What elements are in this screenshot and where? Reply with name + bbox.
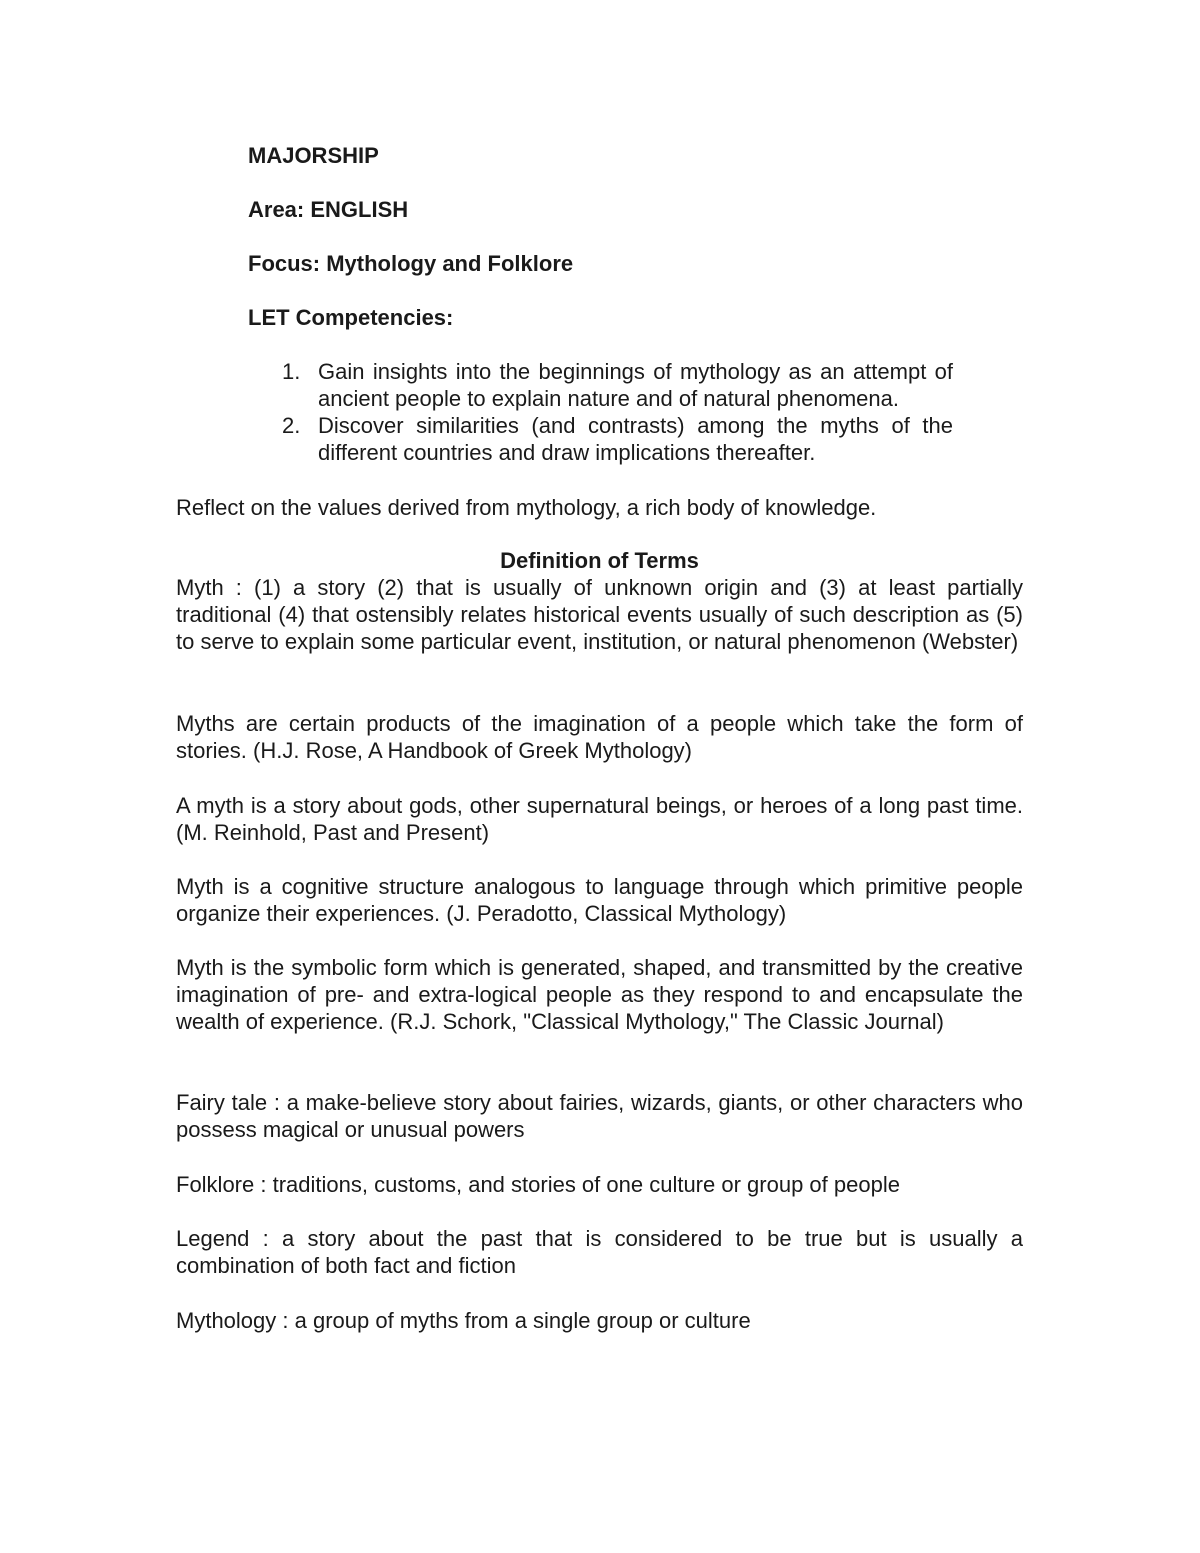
definition-myth-rose: Myths are certain products of the imagination of a people which take the form of stories. (H.J. Rose, A Handbook of Greek Mythology) [176, 711, 1023, 763]
definition-folklore: Folklore : traditions, customs, and stories of one culture or group of people [176, 1172, 900, 1197]
focus-line: Focus: Mythology and Folklore [248, 251, 574, 276]
definition-mythology: Mythology : a group of myths from a single group or culture [176, 1308, 751, 1333]
competency-text: Gain insights into the beginnings of mythology as an attempt of ancient people to explain nature and of natural phenomena. [318, 359, 953, 411]
reflect-line: Reflect on the values derived from mythology, a rich body of knowledge. [176, 495, 877, 520]
document-title: MAJORSHIP [248, 143, 379, 168]
competency-text: Discover similarities (and contrasts) among the myths of the different countries and draw implications thereafter. [318, 413, 953, 465]
competencies-heading: LET Competencies: [248, 305, 454, 330]
area-line: Area: ENGLISH [248, 197, 409, 222]
definitions-title: Definition of Terms [500, 548, 699, 573]
competency-number: 2. [282, 413, 301, 438]
definition-myth-webster: Myth : (1) a story (2) that is usually of unknown origin and (3) at least partially traditional (4) that ostensibly relates historical events usually of such description as (5) to serve to explain some particular event, institution, or natural phenomenon (Webster) [176, 575, 1023, 654]
definition-myth-schork: Myth is the symbolic form which is generated, shaped, and transmitted by the creative imagination of pre- and extra-logical people as they respond to and encapsulate the wealth of experience. (R.J. Schork, "Classical Mythology," The Classic Journal) [176, 955, 1023, 1034]
definition-myth-reinhold: A myth is a story about gods, other supernatural beings, or heroes of a long past time. (M. Reinhold, Past and Present) [176, 793, 1023, 845]
competencies-list [248, 358, 953, 466]
definition-legend: Legend : a story about the past that is considered to be true but is usually a combination of both fact and fiction [176, 1226, 1023, 1278]
definition-myth-peradotto: Myth is a cognitive structure analogous to language through which primitive people organize their experiences. (J. Peradotto, Classical Mythology) [176, 874, 1023, 926]
competency-item [248, 412, 953, 466]
definition-fairy-tale: Fairy tale : a make-believe story about fairies, wizards, giants, or other characters who possess magical or unusual powers [176, 1090, 1023, 1142]
competency-item [248, 358, 953, 412]
competency-number: 1. [282, 359, 301, 384]
